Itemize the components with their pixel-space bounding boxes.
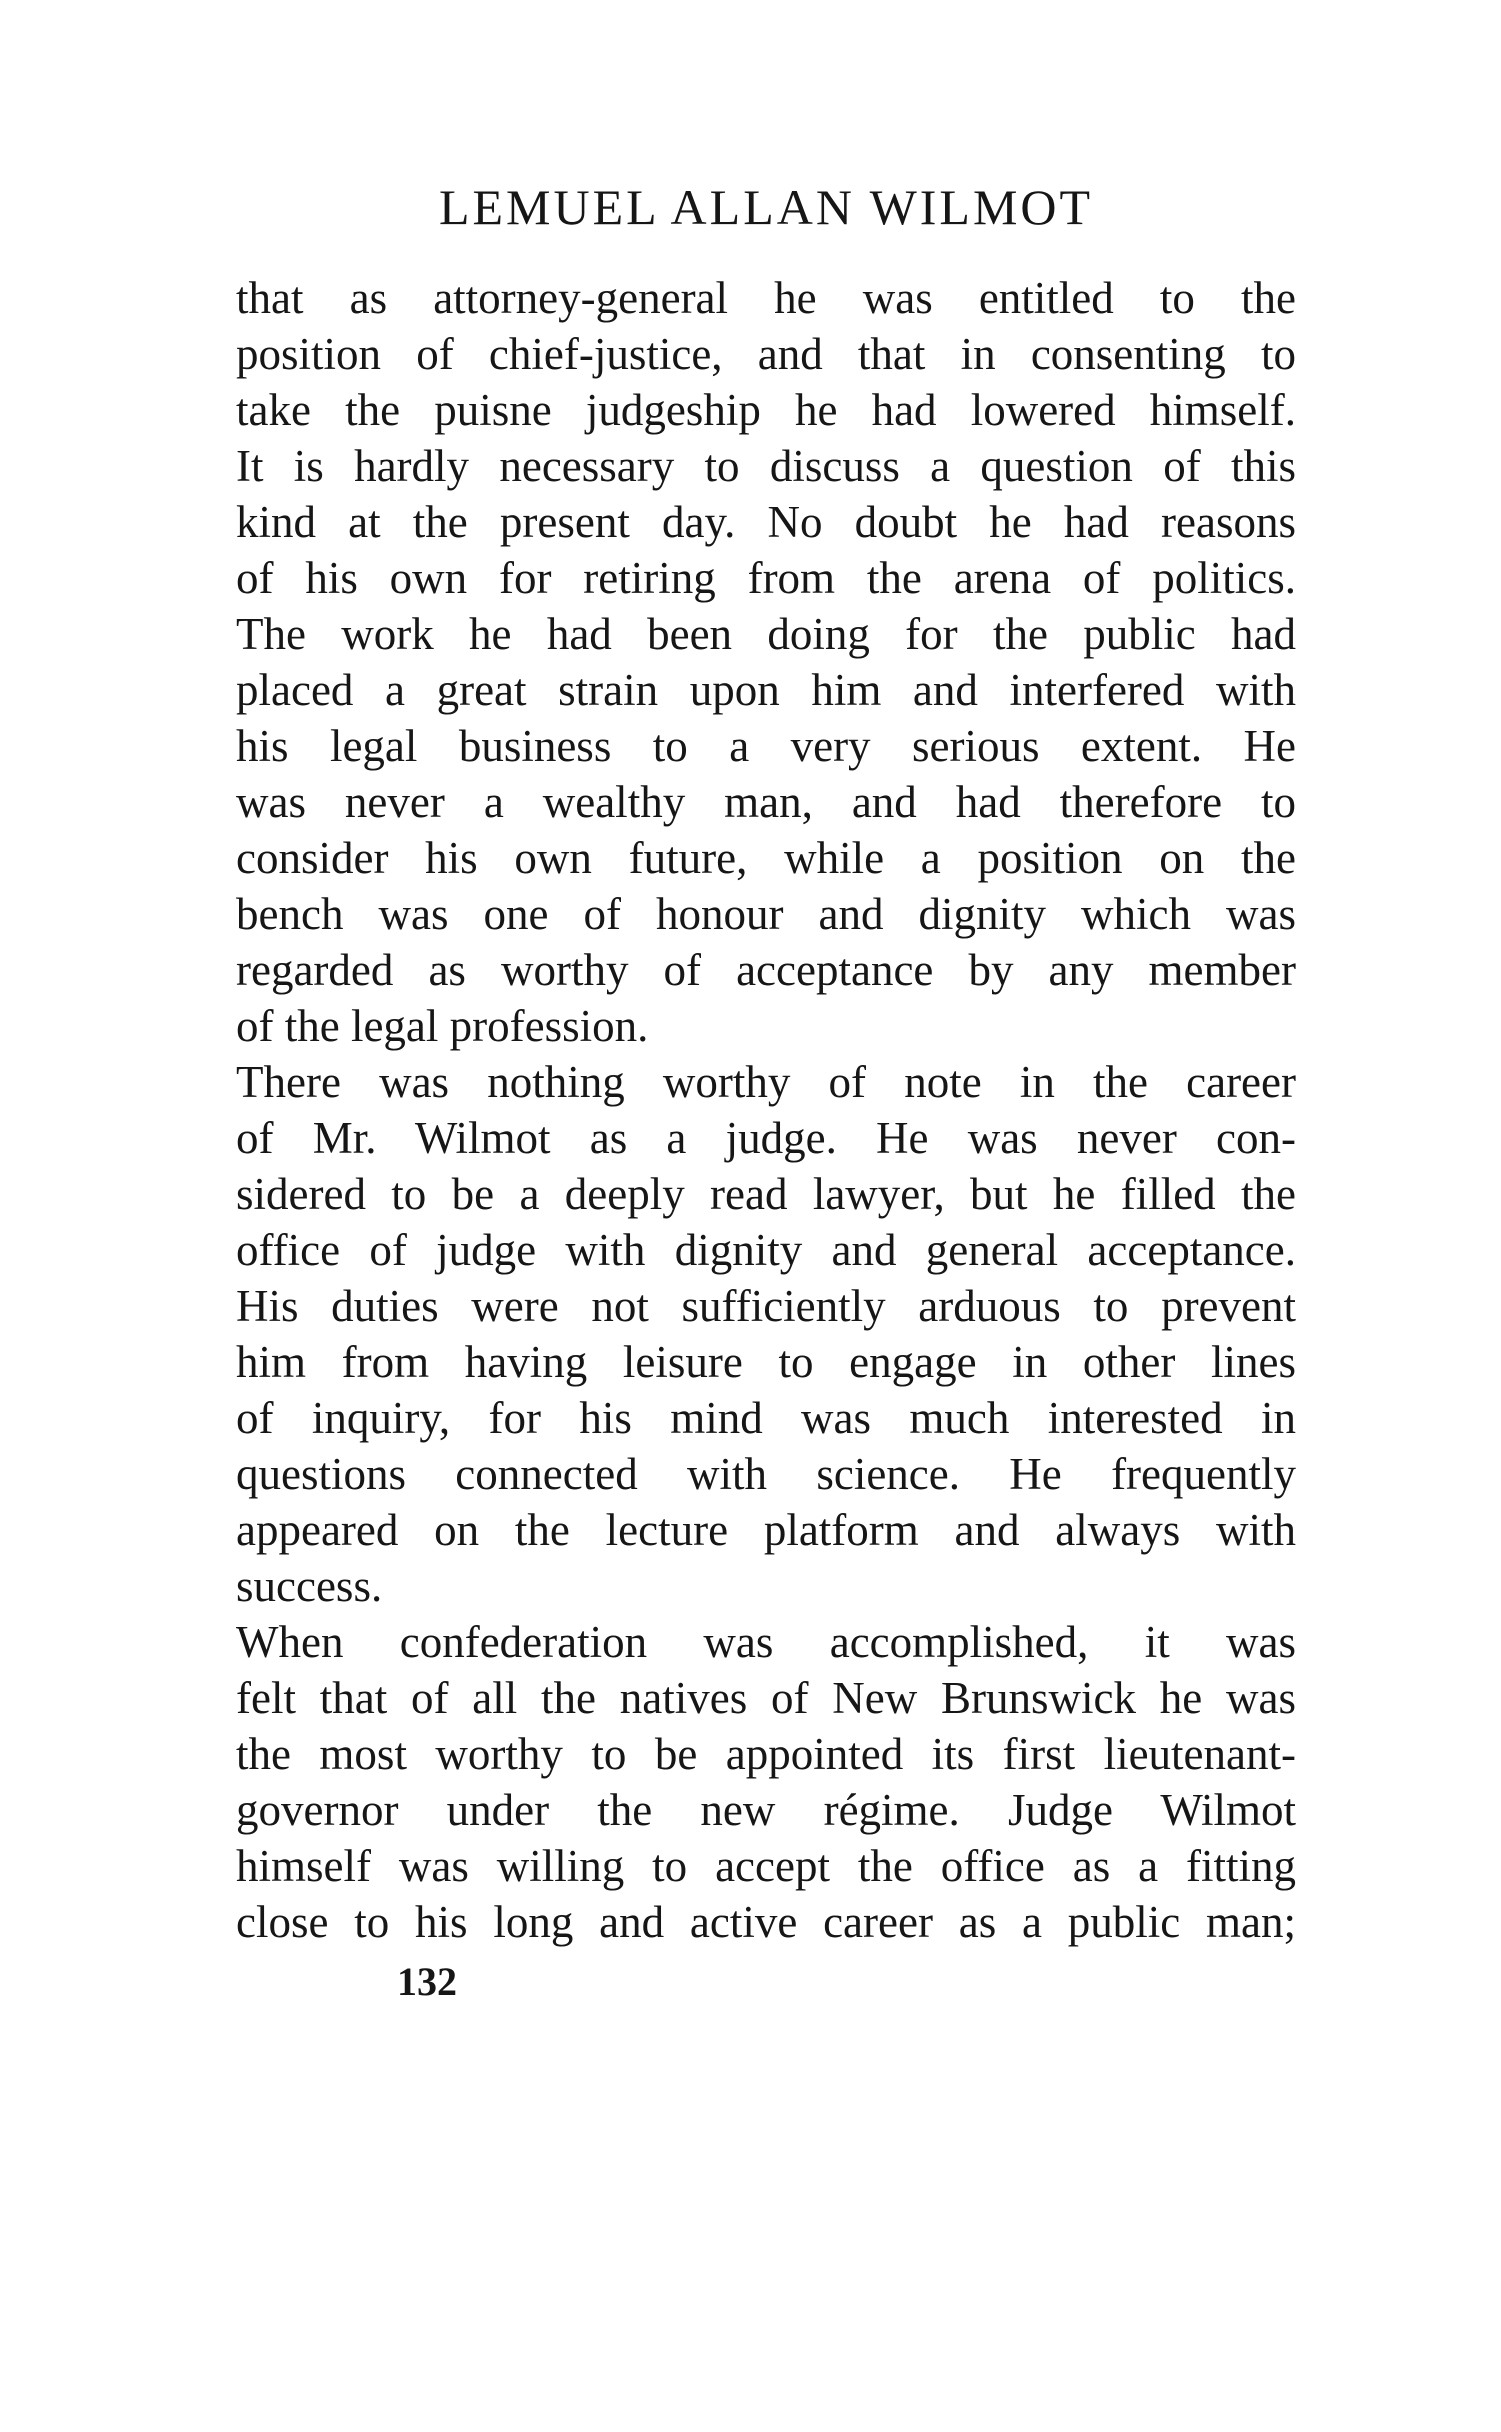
text-line: bench was one of honour and dignity which was xyxy=(236,889,1296,939)
text-line: When confederation was accomplished, it was xyxy=(236,1617,1296,1667)
text-line: of Mr. Wilmot as a judge. He was never con- xyxy=(236,1113,1296,1163)
text-line: appeared on the lecture platform and always with xyxy=(236,1505,1296,1555)
text-line: success. xyxy=(236,1561,383,1611)
text-line: himself was willing to accept the office as a fitting xyxy=(236,1841,1296,1891)
text-line: It is hardly necessary to discuss a question of this xyxy=(236,441,1296,491)
text-line: governor under the new régime. Judge Wilmot xyxy=(236,1785,1296,1835)
text-line: of inquiry, for his mind was much interested in xyxy=(236,1393,1296,1443)
text-line: placed a great strain upon him and interfered with xyxy=(236,665,1296,715)
body-text xyxy=(236,270,1296,1950)
text-line: take the puisne judgeship he had lowered himself. xyxy=(236,385,1296,435)
text-line: that as attorney-general he was entitled to the xyxy=(236,273,1296,323)
text-line: close to his long and active career as a public man; xyxy=(236,1897,1296,1947)
text-line: the most worthy to be appointed its first lieutenant- xyxy=(236,1729,1296,1779)
text-line: of the legal profession. xyxy=(236,1001,649,1051)
text-line: office of judge with dignity and general acceptance. xyxy=(236,1225,1296,1275)
text-line: of his own for retiring from the arena of politics. xyxy=(236,553,1296,603)
text-line: The work he had been doing for the public had xyxy=(236,609,1296,659)
text-line: position of chief-justice, and that in consenting to xyxy=(236,329,1296,379)
text-line: him from having leisure to engage in other lines xyxy=(236,1337,1296,1387)
text-line: His duties were not sufficiently arduous to prevent xyxy=(236,1281,1296,1331)
text-line: was never a wealthy man, and had therefore to xyxy=(236,777,1296,827)
page-number: 132 xyxy=(397,1959,457,2004)
text-line: consider his own future, while a position on the xyxy=(236,833,1296,883)
text-line: kind at the present day. No doubt he had reasons xyxy=(236,497,1296,547)
text-line: his legal business to a very serious extent. He xyxy=(236,721,1296,771)
text-line: regarded as worthy of acceptance by any member xyxy=(236,945,1296,995)
running-head: LEMUEL ALLAN WILMOT xyxy=(438,179,1094,235)
text-line: questions connected with science. He frequently xyxy=(236,1449,1296,1499)
text-line: There was nothing worthy of note in the career xyxy=(236,1057,1296,1107)
text-line: felt that of all the natives of New Brunswick he was xyxy=(236,1673,1296,1723)
text-line: sidered to be a deeply read lawyer, but he filled the xyxy=(236,1169,1296,1219)
